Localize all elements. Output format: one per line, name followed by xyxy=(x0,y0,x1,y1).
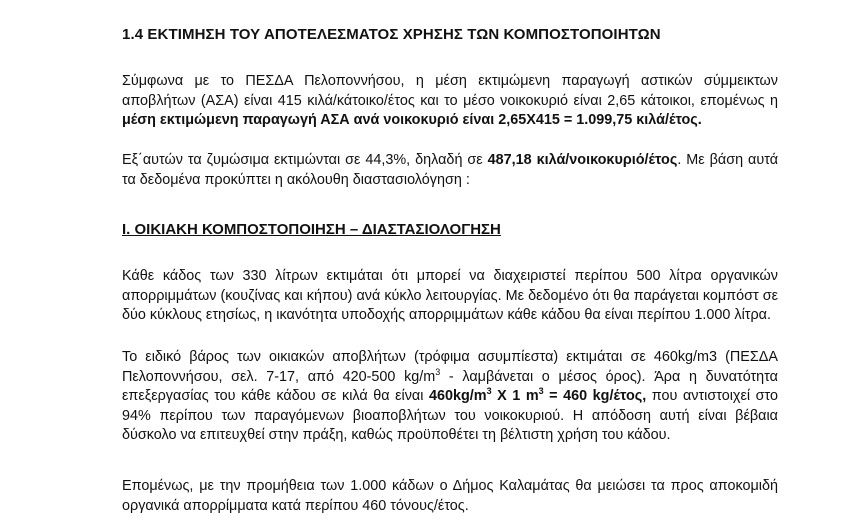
paragraph-specific-weight xyxy=(122,348,778,446)
paragraph-text: . Με βάση αυτά τα δεδομένα προκύπτει η ακόλουθη διαστασιολόγηση : xyxy=(122,152,779,188)
superscript: 3 xyxy=(538,386,544,397)
paragraph-text: Σύμφωνα με το ΠΕΣΔΑ Πελοποννήσου, η μέση εκτιμώμενη παραγωγή αστικών σύμμεικτων αποβλήτων (ΑΣΑ) είναι 415 κιλά/κάτοικο/έτος και το μέσο νοικοκυριό είναι 2,65 κάτοικοι, επομένως η xyxy=(122,73,778,109)
paragraph-text: Εξ΄αυτών τα ζυμώσιμα εκτιμώνται σε 44,3%, δηλαδή σε xyxy=(122,152,488,168)
paragraph-text: Το ειδικό βάρος των οικιακών αποβλήτων (τρόφιμα ασυμπίεστα) εκτιμάται σε 460kg/m3 (ΠΕΣΔΑ Πελοποννήσου, σελ. 7-17, από 420-500 kg/m xyxy=(122,349,778,385)
formula-part: Χ 1 m xyxy=(491,388,539,405)
section-title: 1.4 ΕΚΤΙΜΗΣΗ ΤΟΥ ΑΠΟΤΕΛΕΣΜΑΤΟΣ ΧΡΗΣΗΣ ΤΩΝ ΚΟΜΠΟΣΤΟΠΟΙΗΤΩΝ xyxy=(122,26,661,43)
paragraph-fermentable-share xyxy=(122,151,778,190)
paragraph-conclusion: Επομένως, με την προμήθεια των 1.000 κάδων ο Δήμος Καλαμάτας θα μειώσει τα προς αποκομιδή οργανικά απορρίμματα κατά περίπου 460 τόνους/έτος. xyxy=(122,478,778,514)
paragraph-text: που αντιστοιχεί στο 94% περίπου των παραγόμενων βιοαποβλήτων του νοικοκυριού. Η απόδοση αυτή είναι βέβαια δύσκολο να επιτευχθεί στην πράξη, καθώς προϋποθέτει τη βέλτιστη χρήση του κάδου. xyxy=(122,388,778,444)
formula-part: 460kg/m xyxy=(428,388,487,405)
bold-fermentable-amount: 487,18 κιλά/νοικοκυριό/έτος xyxy=(487,152,678,168)
formula-part: = 460 kg/έτος, xyxy=(543,388,647,405)
superscript: 3 xyxy=(435,366,441,377)
paragraph-text: - λαμβάνεται ο μέσος όρος). Άρα η δυνατότητα επεξεργασίας του κάθε κάδου σε κιλά θα είναι xyxy=(122,368,778,405)
paragraph-bin-capacity: Κάθε κάδος των 330 λίτρων εκτιμάται ότι μπορεί να διαχειριστεί περίπου 500 λίτρα οργανικών απορριμμάτων (κουζίνας και κήπου) ανά κύκλο λειτουργίας. Με δεδομένο ότι θα παράγεται κομπόστ σε δύο κύκλους ετησίως, η ικανότητα υποδοχής απορριμμάτων κάθε κάδου θα είναι περίπου 1.000 λίτρα. xyxy=(122,268,778,324)
bold-formula xyxy=(429,388,646,404)
paragraph-waste-production xyxy=(122,72,778,131)
bold-estimate-per-household: μέση εκτιμώμενη παραγωγή ΑΣΑ ανά νοικοκυριό είναι 2,65Χ415 = 1.099,75 κιλά/έτος. xyxy=(122,112,702,129)
superscript: 3 xyxy=(486,386,492,397)
subsection-title: Ι. ΟΙΚΙΑΚΗ ΚΟΜΠΟΣΤΟΠΟΙΗΣΗ – ΔΙΑΣΤΑΣΙΟΛΟΓΗΣΗ xyxy=(122,221,501,238)
